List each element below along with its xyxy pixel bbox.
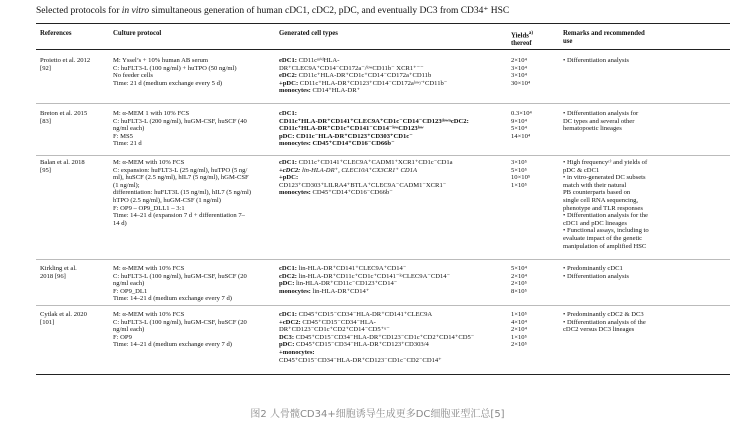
yields-line: 1×10⁵: [511, 181, 527, 189]
remarks-line: cDC1 and pDC lineages: [563, 219, 627, 227]
yields-line: 14×10⁴: [511, 132, 531, 140]
culture-line: C: expansion: huFLT3-L (25 ng/ml), huTPO (5 ng/: [113, 166, 248, 174]
culture-line: Time: 14–21 d (expansion 7 d + differentiation 7–: [113, 212, 245, 220]
ref-line: [95]: [40, 166, 51, 174]
remarks-line: match with their natural: [563, 181, 627, 189]
culture-line: Time: 21 d (medium exchange every 5 d): [113, 79, 223, 87]
cells-line: +pDC:: [279, 174, 299, 182]
culture-line: hTPO (2.5 ng/ml), huGM-CSF (1 ng/ml): [113, 196, 221, 204]
yields-line: 2×10⁴: [511, 272, 527, 280]
remarks-line: evaluate impact of the genetic: [563, 234, 643, 242]
yields-line: 1×10⁵: [511, 333, 527, 341]
culture-line: C: huFLT3-L (100 ng/ml) + huTPO (50 ng/ml): [113, 64, 237, 72]
cells-line: eDC2: CD11c⁺HLA-DR⁺CD1c⁺CD14⁻CD172a⁺CD11b: [279, 72, 432, 80]
cells-line: CD45⁺CD15⁻CD34⁻HLA-DR⁺CD123⁻CD1c⁻CD2⁻CD14⁺: [279, 356, 442, 364]
cells-line: cDC1: CD45⁺CD15⁻CD34⁻HLA-DR⁺CD141⁺CLEC9A: [279, 311, 433, 318]
cells-line: DC3: CD45⁺CD15⁻CD34⁻HLA-DR⁺CD123⁻CD1c⁺CD2⁺CD14⁺CD5⁻: [279, 333, 475, 341]
remarks-line: • Differentiation analysis for the: [563, 212, 648, 220]
yields-line: 4×10⁴: [511, 318, 527, 326]
row-cell-types: [279, 311, 474, 364]
culture-line: Time: 21 d: [113, 140, 142, 148]
yields-line: 2×10⁵: [511, 280, 527, 288]
culture-line: ng/ml each): [113, 125, 145, 133]
culture-line: ng/ml each): [113, 326, 145, 334]
remarks-line: • High frequencyᶜ⁾ and yields of: [563, 159, 648, 166]
remarks-line: • Predominantly cDC2 & DC3: [563, 311, 644, 318]
cells-line: +cDC2: CD45⁺CD15⁻CD34⁻HLA-: [279, 318, 376, 326]
row-culture-protocol: [113, 159, 251, 227]
remarks-line: manipulation of amplified HSC: [563, 242, 647, 250]
culture-line: (1 ng/ml);: [113, 181, 140, 189]
culture-line: M: α-MEM with 10% FCS: [113, 311, 185, 318]
row-yields: [511, 159, 530, 189]
remarks-line: phenotype and TLR responses: [563, 204, 643, 212]
culture-line: F: OP9: [113, 333, 132, 341]
header-culture-protocol: Culture protocol: [113, 30, 162, 37]
remarks-line: cDC2 versus DC3 lineages: [563, 326, 635, 334]
row-cell-types: [279, 57, 447, 95]
ref-line: Cytlak et al. 2020: [40, 311, 87, 318]
row-remarks: [563, 57, 629, 65]
row-reference: [40, 311, 87, 326]
ref-line: [101]: [40, 318, 55, 326]
row-remarks: [563, 311, 646, 334]
header-top-rule: [36, 23, 730, 24]
yields-line: 8×10⁵: [511, 287, 527, 295]
header-remarks: Remarks and recommended use: [563, 30, 645, 45]
ref-line: Breton et al. 2015: [40, 110, 88, 117]
yields-line: 3×10⁴: [511, 64, 527, 72]
culture-line: Time: 14–21 d (medium exchange every 7 d): [113, 341, 232, 349]
culture-line: M: α-MEM with 10% FCS: [113, 159, 185, 166]
ref-line: 2018 [96]: [40, 272, 66, 280]
cells-line: cDC1: CD11c⁺CD141⁺CLEC9A⁺CADM1⁺XCR1⁺CD1c⁻CD1a: [279, 159, 453, 166]
yields-line: 5×10⁴: [511, 265, 527, 272]
table-title: Selected protocols for in vitro simultaneous generation of human cDC1, cDC2, pDC, and eventually DC3 from CD34⁺ HSC: [36, 6, 510, 16]
cells-line: +cDC2: lin-HLA-DR⁺, CLEC10A⁺CX3CR1⁺ CD1A: [279, 166, 418, 174]
header-bottom-rule: [36, 49, 730, 50]
cells-line: eDC1: CD11cᵐⁱᵈHLA-: [279, 57, 340, 64]
yields-line: 30×10⁴: [511, 79, 531, 87]
cells-line: monocytes: CD45⁺CD14⁺CD16⁻CD66b⁻: [279, 189, 393, 197]
cells-line: monocytes: CD14⁺HLA-DR⁺: [279, 87, 361, 95]
row-yields: [511, 57, 530, 87]
culture-line: C: huFLT3-L (200 ng/ml), huGM-CSF, huSCF (40: [113, 117, 247, 125]
row-culture-protocol: [113, 110, 247, 148]
row-rule: [36, 305, 730, 306]
cells-line: DR⁺CD123⁻CD1c⁺CD2⁺CD14⁻CD5⁺ᵘ⁻: [279, 326, 390, 334]
row-reference: [40, 110, 87, 125]
row-yields: [511, 110, 532, 140]
row-culture-protocol: [113, 311, 247, 349]
cells-line: cDC1:: [279, 110, 297, 117]
cells-line: pDC: lin-HLA-DR⁺CD11c⁻CD123⁺CD14⁻: [279, 280, 398, 288]
row-remarks: [563, 159, 649, 250]
row-remarks: [563, 110, 638, 133]
yields-line: 2×10⁵: [511, 341, 527, 349]
row-culture-protocol: [113, 57, 237, 87]
cells-line: monocytes: lin-HLA-DR⁺CD14⁺: [279, 287, 370, 295]
row-reference: [40, 159, 85, 174]
cells-line: CD11c⁺HLA-DR⁺CD141⁺CLEC9A⁺CD1c⁻CD14⁻CD123ᵈᵒʷⁿcDC2:: [279, 117, 469, 125]
row-culture-protocol: [113, 265, 247, 303]
header-references: References: [40, 30, 72, 37]
culture-line: F: OP9_DL1: [113, 287, 148, 295]
row-reference: [40, 57, 90, 72]
ref-line: Kirkling et al.: [40, 265, 77, 272]
culture-line: C: huFLT3-L (100 ng/ml), huGM-CSF, huSCF (20: [113, 272, 247, 280]
ref-line: [83]: [40, 117, 51, 125]
remarks-line: pDC & cDC1: [563, 166, 600, 174]
remarks-line: DC types and several other: [563, 117, 635, 125]
cells-line: pDC: CD11c⁻HLA-DR⁺CD123⁺CD303⁺CD1c⁻: [279, 132, 413, 140]
remarks-line: • Differentiation analysis: [563, 272, 629, 280]
row-rule: [36, 259, 730, 260]
yields-line: 2×10⁴: [511, 57, 527, 64]
culture-line: ng/ml each): [113, 280, 145, 288]
cells-line: pDC: CD45⁺CD15⁻CD34⁻HLA-DR⁺CD123⁺CD303/4: [279, 341, 429, 349]
row-cell-types: [279, 265, 450, 295]
row-yields: [511, 265, 527, 295]
culture-line: F: OP9 – OP9_DLL1 – 3:1: [113, 204, 185, 212]
yields-line: 0.3×10⁴: [511, 110, 532, 117]
yields-line: 10×10⁵: [511, 174, 531, 182]
culture-line: F: MS5: [113, 132, 133, 140]
cells-line: cDC2: lin-HLA-DR⁺CD11c⁺CD1c⁺CD141⁻ˡᵒCLEC9A⁻CD14⁻: [279, 272, 451, 280]
cells-line: CD123⁺CD303⁺LILRA4⁺BTLA⁺CLEC9A⁻CADM1⁻XCR1⁻: [279, 181, 447, 189]
header-yields: Yields$^{a)}$ thereof: [511, 31, 534, 47]
yields-line: 5×10⁴: [511, 125, 527, 133]
ref-line: Proietto et al. 2012: [40, 57, 91, 64]
cells-line: +monocytes:: [279, 348, 315, 356]
yields-line: 9×10⁴: [511, 117, 527, 125]
cells-line: monocytes: CD45⁺CD14⁺CD16⁻CD66b⁻: [279, 140, 395, 148]
remarks-line: • Differentiation analysis of the: [563, 318, 646, 326]
culture-line: differentiation: huFLT3L (15 ng/ml), hIL7 (5 ng/ml): [113, 189, 252, 197]
row-yields: [511, 311, 527, 349]
remarks-line: single cell RNA sequencing,: [563, 196, 639, 204]
remarks-line: • Functional assays, including to: [563, 227, 649, 235]
row-remarks: [563, 265, 629, 280]
remarks-line: PB counterparts based on: [563, 189, 631, 197]
row-cell-types: [279, 110, 469, 148]
culture-line: C: huFLT3-L (100 ng/ml), huGM-CSF, huSCF (20: [113, 318, 247, 326]
yields-line: 3×10⁴: [511, 72, 527, 80]
remarks-line: • Differentiation analysis: [563, 57, 629, 64]
culture-line: M: α-MEM 1 with 10% FCS: [113, 110, 190, 117]
row-rule: [36, 155, 730, 156]
yields-line: 5×10⁵: [511, 166, 527, 174]
yields-line: 3×10⁵: [511, 159, 527, 166]
yields-line: 1×10⁵: [511, 311, 527, 318]
ref-line: [92]: [40, 64, 51, 72]
cells-line: DR⁺CLEC9A⁺CD14⁻CD172a⁻/ˡᵒʷCD11b⁻ XCR1⁺⁻⁻: [279, 64, 424, 72]
row-reference: [40, 265, 77, 280]
remarks-line: hematopoetic lineages: [563, 125, 622, 133]
table-bottom-rule: [36, 374, 730, 375]
cells-line: +pDC: CD11c⁺HLA-DR⁺CD123⁺CD14⁻CD172aˡᵒʷ/⁺CD11b⁻: [279, 79, 448, 87]
culture-line: M: α-MEM with 10% FCS: [113, 265, 185, 272]
ref-line: Balan et al. 2018: [40, 159, 85, 166]
remarks-line: • in vitro-generated DC subsets: [563, 174, 646, 182]
cells-line: cDC1: lin-HLA-DR⁺CD141⁺CLEC9A⁺CD14⁻: [279, 265, 407, 272]
culture-line: 14 d): [113, 219, 127, 227]
row-cell-types: [279, 159, 453, 197]
header-generated-cell-types: Generated cell types: [279, 30, 338, 37]
yields-line: 2×10⁴: [511, 326, 527, 334]
row-rule: [36, 103, 730, 104]
culture-line: No feeder cells: [113, 72, 153, 80]
remarks-line: • Differentiation analysis for: [563, 110, 639, 117]
culture-line: ml), huSCF (2.5 ng/ml), hIL7 (5 ng/ml), hGM-CSF: [113, 174, 249, 182]
figure-caption: 图2 人骨髋CD34+细胞诱导生成更多DC细胞亚型汇总[5]: [250, 409, 505, 420]
culture-line: Time: 14–21 d (medium exchange every 7 d): [113, 295, 232, 303]
culture-line: M: Yssel’s + 10% human AB serum: [113, 57, 209, 64]
remarks-line: • Predominantly cDC1: [563, 265, 623, 272]
cells-line: CD11c⁺HLA-DR⁺CD1c⁺CD141⁻CD14⁻ˡᵒʷCD123ˡᵒʷ: [279, 125, 424, 133]
